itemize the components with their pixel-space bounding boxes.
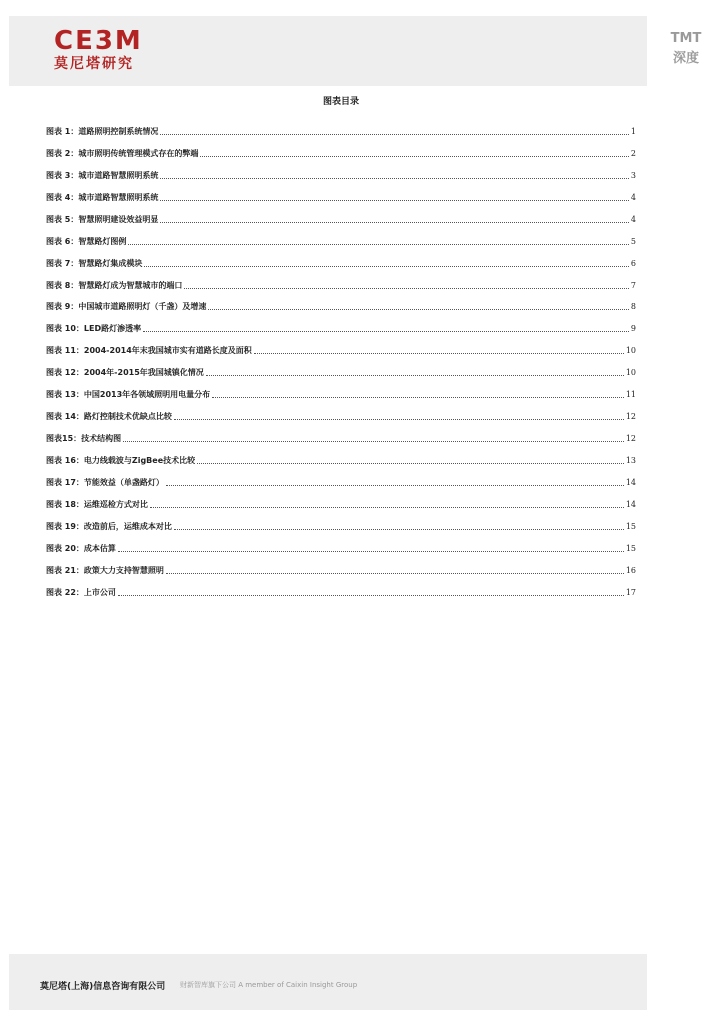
toc-leader-dots [174,529,624,530]
toc-leader-dots [150,507,624,508]
toc-entry-page: 14 [625,499,636,509]
toc-entry[interactable] [46,576,636,598]
toc-leader-dots [160,178,629,179]
toc-entry[interactable] [46,444,636,466]
logo-mark: CE3M [54,26,143,56]
toc-entry[interactable] [46,378,636,400]
toc-entry-page: 15 [625,521,636,531]
logo-chinese-name: 莫尼塔研究 [54,56,134,72]
toc-entry-label: 图表 6：智慧路灯图例 [46,236,127,246]
toc-entry-page: 14 [625,477,636,487]
toc-entry[interactable] [46,488,636,510]
toc-leader-dots [212,397,624,398]
toc-entry-label: 图表 5：智慧照明建设效益明显 [46,214,159,224]
toc-leader-dots [123,441,624,442]
report-category-tag [656,30,716,67]
toc-entry-page: 17 [625,587,636,597]
tag-type: 深度 [672,51,699,66]
toc-entry-label: 图表15：技术结构图 [46,434,122,444]
toc-entry-label: 图表 11：2004-2014年末我国城市实有道路长度及面积 [46,346,252,356]
toc-entry-label: 图表 9：中国城市道路照明灯（千盏）及增速 [46,302,207,312]
toc-leader-dots [160,200,629,201]
toc-leader-dots [118,551,624,552]
toc-entry[interactable] [46,466,636,488]
toc-entry-label: 图表 19：改造前后，运维成本对比 [46,521,172,531]
toc-entry[interactable] [46,312,636,334]
toc-entry-label: 图表 4：城市道路智慧照明系统 [46,192,159,202]
toc-entry-label: 图表 7：智慧路灯集成模块 [46,258,143,268]
toc-entry[interactable] [46,291,636,313]
toc-entry-page: 11 [625,390,636,400]
toc-entry-page: 15 [625,543,636,553]
toc-entry-label: 图表 22：上市公司 [46,587,116,597]
toc-leader-dots [174,419,624,420]
toc-entry[interactable] [46,356,636,378]
toc-leader-dots [254,353,624,354]
footer-group-note: 财新智库旗下公司 A member of Caixin Insight Group [180,981,358,989]
toc-entry-page: 10 [625,368,636,378]
toc-entry-label: 图表 18：运维巡检方式对比 [46,499,148,509]
toc-entry-page: 10 [625,346,636,356]
toc-entry[interactable] [46,422,636,444]
toc-entry[interactable] [46,532,636,554]
toc-leader-dots [184,288,629,289]
toc-entry[interactable] [46,181,636,203]
toc-entry-page: 13 [625,456,636,465]
toc-entry-label: 图表 1：道路照明控制系统情况 [46,126,159,136]
toc-entry-label: 图表 14：路灯控制技术优缺点比较 [46,412,172,422]
toc-leader-dots [160,222,629,223]
toc-entry-page: 12 [625,412,636,422]
toc-entry-label: 图表 20：成本估算 [46,543,116,553]
toc-leader-dots [197,463,624,464]
toc-leader-dots [166,573,624,574]
toc-entry-page: 9 [630,324,636,334]
toc-entry-page: 6 [630,258,636,268]
toc-entry[interactable] [46,159,636,181]
toc-entry[interactable] [46,247,636,269]
toc-entry-page: 4 [630,192,636,202]
toc-entry-page: 12 [625,434,636,444]
toc-entry-page: 7 [630,280,636,290]
toc-leader-dots [118,595,624,596]
toc-leader-dots [143,331,629,332]
toc-title: 图表目录 [322,97,359,107]
toc-entry-page: 3 [630,170,636,180]
toc-leader-dots [144,266,629,267]
toc-entry[interactable] [46,334,636,356]
toc-entry-label: 图表 3：城市道路智慧照明系统 [46,170,159,180]
toc-leader-dots [166,485,624,486]
toc-entry[interactable] [46,115,636,137]
toc-list [46,115,636,598]
toc-entry[interactable] [46,269,636,291]
toc-entry-page: 2 [630,148,636,158]
toc-entry-label: 图表 13：中国2013年各领域照明用电量分布 [46,390,211,400]
toc-entry-page: 16 [625,565,636,575]
toc-leader-dots [206,375,624,376]
toc-entry-label: 图表 12：2004年-2015年我国城镇化情况 [46,368,204,378]
footer-company-name: 莫尼塔(上海)信息咨询有限公司 [40,982,166,992]
toc-entry-label: 图表 17：节能效益（单盏路灯） [46,477,164,487]
toc-entry[interactable] [46,554,636,576]
toc-leader-dots [208,309,629,310]
toc-entry[interactable] [46,510,636,532]
toc-entry-page: 1 [630,126,636,136]
toc-leader-dots [160,134,629,135]
toc-entry-label: 图表 16：电力线载波与ZigBee技术比较 [46,456,196,465]
toc-entry-label: 图表 10：LED路灯渗透率 [46,324,142,334]
toc-entry-page: 8 [630,302,636,312]
toc-entry[interactable] [46,137,636,159]
toc-entry-page: 5 [630,236,636,246]
toc-entry[interactable] [46,203,636,225]
toc-entry-label: 图表 21：政策大力支持智慧照明 [46,565,164,575]
toc-entry-label: 图表 8：智慧路灯成为智慧城市的端口 [46,280,183,290]
toc-leader-dots [128,244,629,245]
toc-entry-page: 4 [630,214,636,224]
toc-leader-dots [200,156,629,157]
toc-entry[interactable] [46,400,636,422]
toc-entry-label: 图表 2：城市照明传统管理模式存在的弊端 [46,148,199,158]
tag-sector: TMT [670,31,702,46]
company-logo [54,28,154,74]
toc-entry[interactable] [46,225,636,247]
